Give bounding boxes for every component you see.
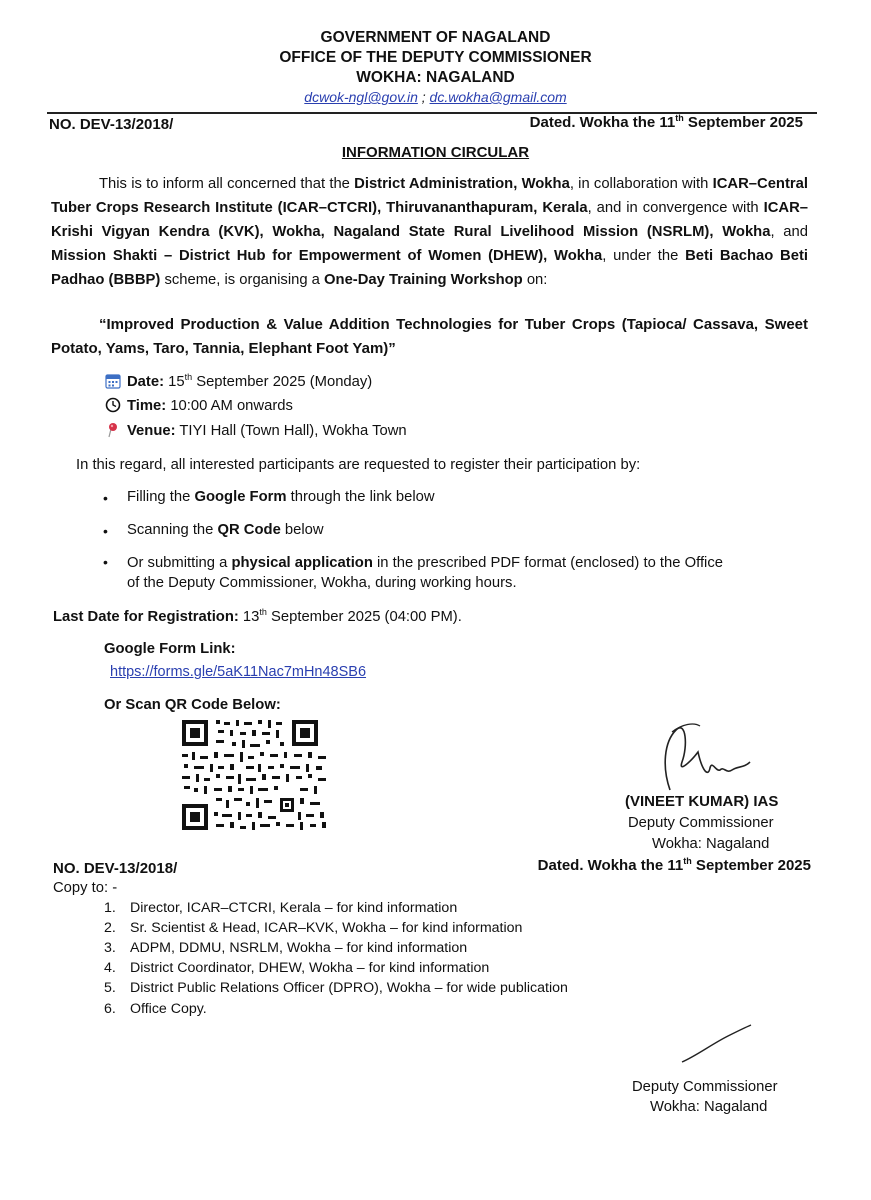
qr-code[interactable] bbox=[180, 718, 330, 832]
dated-line-copy: Dated. Wokha the 11th September 2025 bbox=[537, 856, 811, 874]
bullet-marker: • bbox=[103, 554, 108, 570]
bullet-qr-code: Scanning the QR Code below bbox=[127, 522, 324, 538]
dated-line: Dated. Wokha the 11th September 2025 bbox=[529, 113, 803, 131]
signature-mark bbox=[652, 712, 762, 797]
copy-list-item: 5. District Public Relations Officer (DPRO), Wokha – for wide publication bbox=[104, 980, 568, 996]
office-heading: OFFICE OF THE DEPUTY COMMISSIONER bbox=[279, 49, 592, 66]
bullet-marker: • bbox=[103, 490, 108, 506]
bullet-physical-application: Or submitting a physical application in the prescribed PDF format (enclosed) to the Office of the Deputy Commissioner, Wokha, during working hours. bbox=[127, 555, 723, 591]
intro-paragraph: This is to inform all concerned that the District Administration, Wokha, in collaboration with ICAR–Central Tuber Crops Research Institute (ICAR–CTCRI), Thiruvananthapuram, Kerala, and in convergence with ICAR–Krishi Vigyan Kendra (KVK), Wokha, Nagaland State Rural Livelihood Mission (NSRLM), Wokha, and Mission Shakti – District Hub for Empowerment of Women (DHEW), Wokha, under the Beti Bachao Beti Padhao (BBBP) scheme, is organising a One-Day Training Workshop on: bbox=[51, 176, 808, 288]
event-venue-row: Venue: TIYI Hall (Town Hall), Wokha Town bbox=[105, 422, 407, 439]
circular-title: INFORMATION CIRCULAR bbox=[341, 144, 530, 161]
copy-list-item: 3. ADPM, DDMU, NSRLM, Wokha – for kind information bbox=[104, 940, 468, 956]
map-pin-icon bbox=[105, 422, 121, 438]
signatory-place: Wokha: Nagaland bbox=[652, 836, 770, 852]
copy-list-item: 1. Director, ICAR–CTCRI, Kerala – for kind information bbox=[104, 900, 458, 916]
copy-to-heading: Copy to: - bbox=[53, 880, 118, 896]
reference-number-copy: NO. DEV-13/2018/ bbox=[53, 860, 178, 877]
signatory-designation: Deputy Commissioner bbox=[628, 815, 774, 831]
registration-intro: In this regard, all interested participants are requested to register their participation by: bbox=[76, 457, 641, 473]
initials-mark bbox=[676, 1022, 756, 1067]
event-time-row: Time: 10:00 AM onwards bbox=[105, 397, 293, 414]
copy-list-item: 2. Sr. Scientist & Head, ICAR–KVK, Wokha – for kind information bbox=[104, 920, 523, 936]
reference-number: NO. DEV-13/2018/ bbox=[49, 116, 174, 133]
govt-heading: GOVERNMENT OF NAGALAND bbox=[320, 29, 551, 46]
clock-icon bbox=[105, 397, 121, 413]
header-divider bbox=[47, 112, 817, 114]
bullet-marker: • bbox=[103, 523, 108, 539]
email-link-gmail[interactable]: dc.wokha@gmail.com bbox=[429, 89, 567, 105]
email-links: dcwok-ngl@gov.in ; dc.wokha@gmail.com bbox=[304, 89, 567, 105]
footer-designation: Deputy Commissioner bbox=[632, 1079, 778, 1095]
form-link-label: Google Form Link: bbox=[104, 641, 236, 657]
last-date-registration: Last Date for Registration: 13th September 2025 (04:00 PM). bbox=[53, 607, 462, 625]
calendar-icon bbox=[105, 373, 121, 389]
email-link-govt[interactable]: dcwok-ngl@gov.in bbox=[304, 89, 418, 105]
footer-place: Wokha: Nagaland bbox=[650, 1099, 768, 1115]
copy-list-item: 4. District Coordinator, DHEW, Wokha – for kind information bbox=[104, 960, 490, 976]
google-form-link[interactable]: https://forms.gle/5aK11Nac7mHn48SB6 bbox=[110, 664, 367, 680]
signatory-name: (VINEET KUMAR) IAS bbox=[625, 793, 779, 810]
event-date-row: Date: 15th September 2025 (Monday) bbox=[105, 372, 372, 390]
bullet-google-form: Filling the Google Form through the link below bbox=[127, 489, 435, 505]
place-heading: WOKHA: NAGALAND bbox=[356, 69, 515, 86]
copy-list-item: 6. Office Copy. bbox=[104, 1001, 207, 1017]
workshop-title: “Improved Production & Value Addition Technologies for Tuber Crops (Tapioca/ Cassava, Sweet Potato, Yams, Taro, Tannia, Elephant Foot Yam)” bbox=[51, 316, 808, 357]
qr-label: Or Scan QR Code Below: bbox=[104, 697, 281, 713]
